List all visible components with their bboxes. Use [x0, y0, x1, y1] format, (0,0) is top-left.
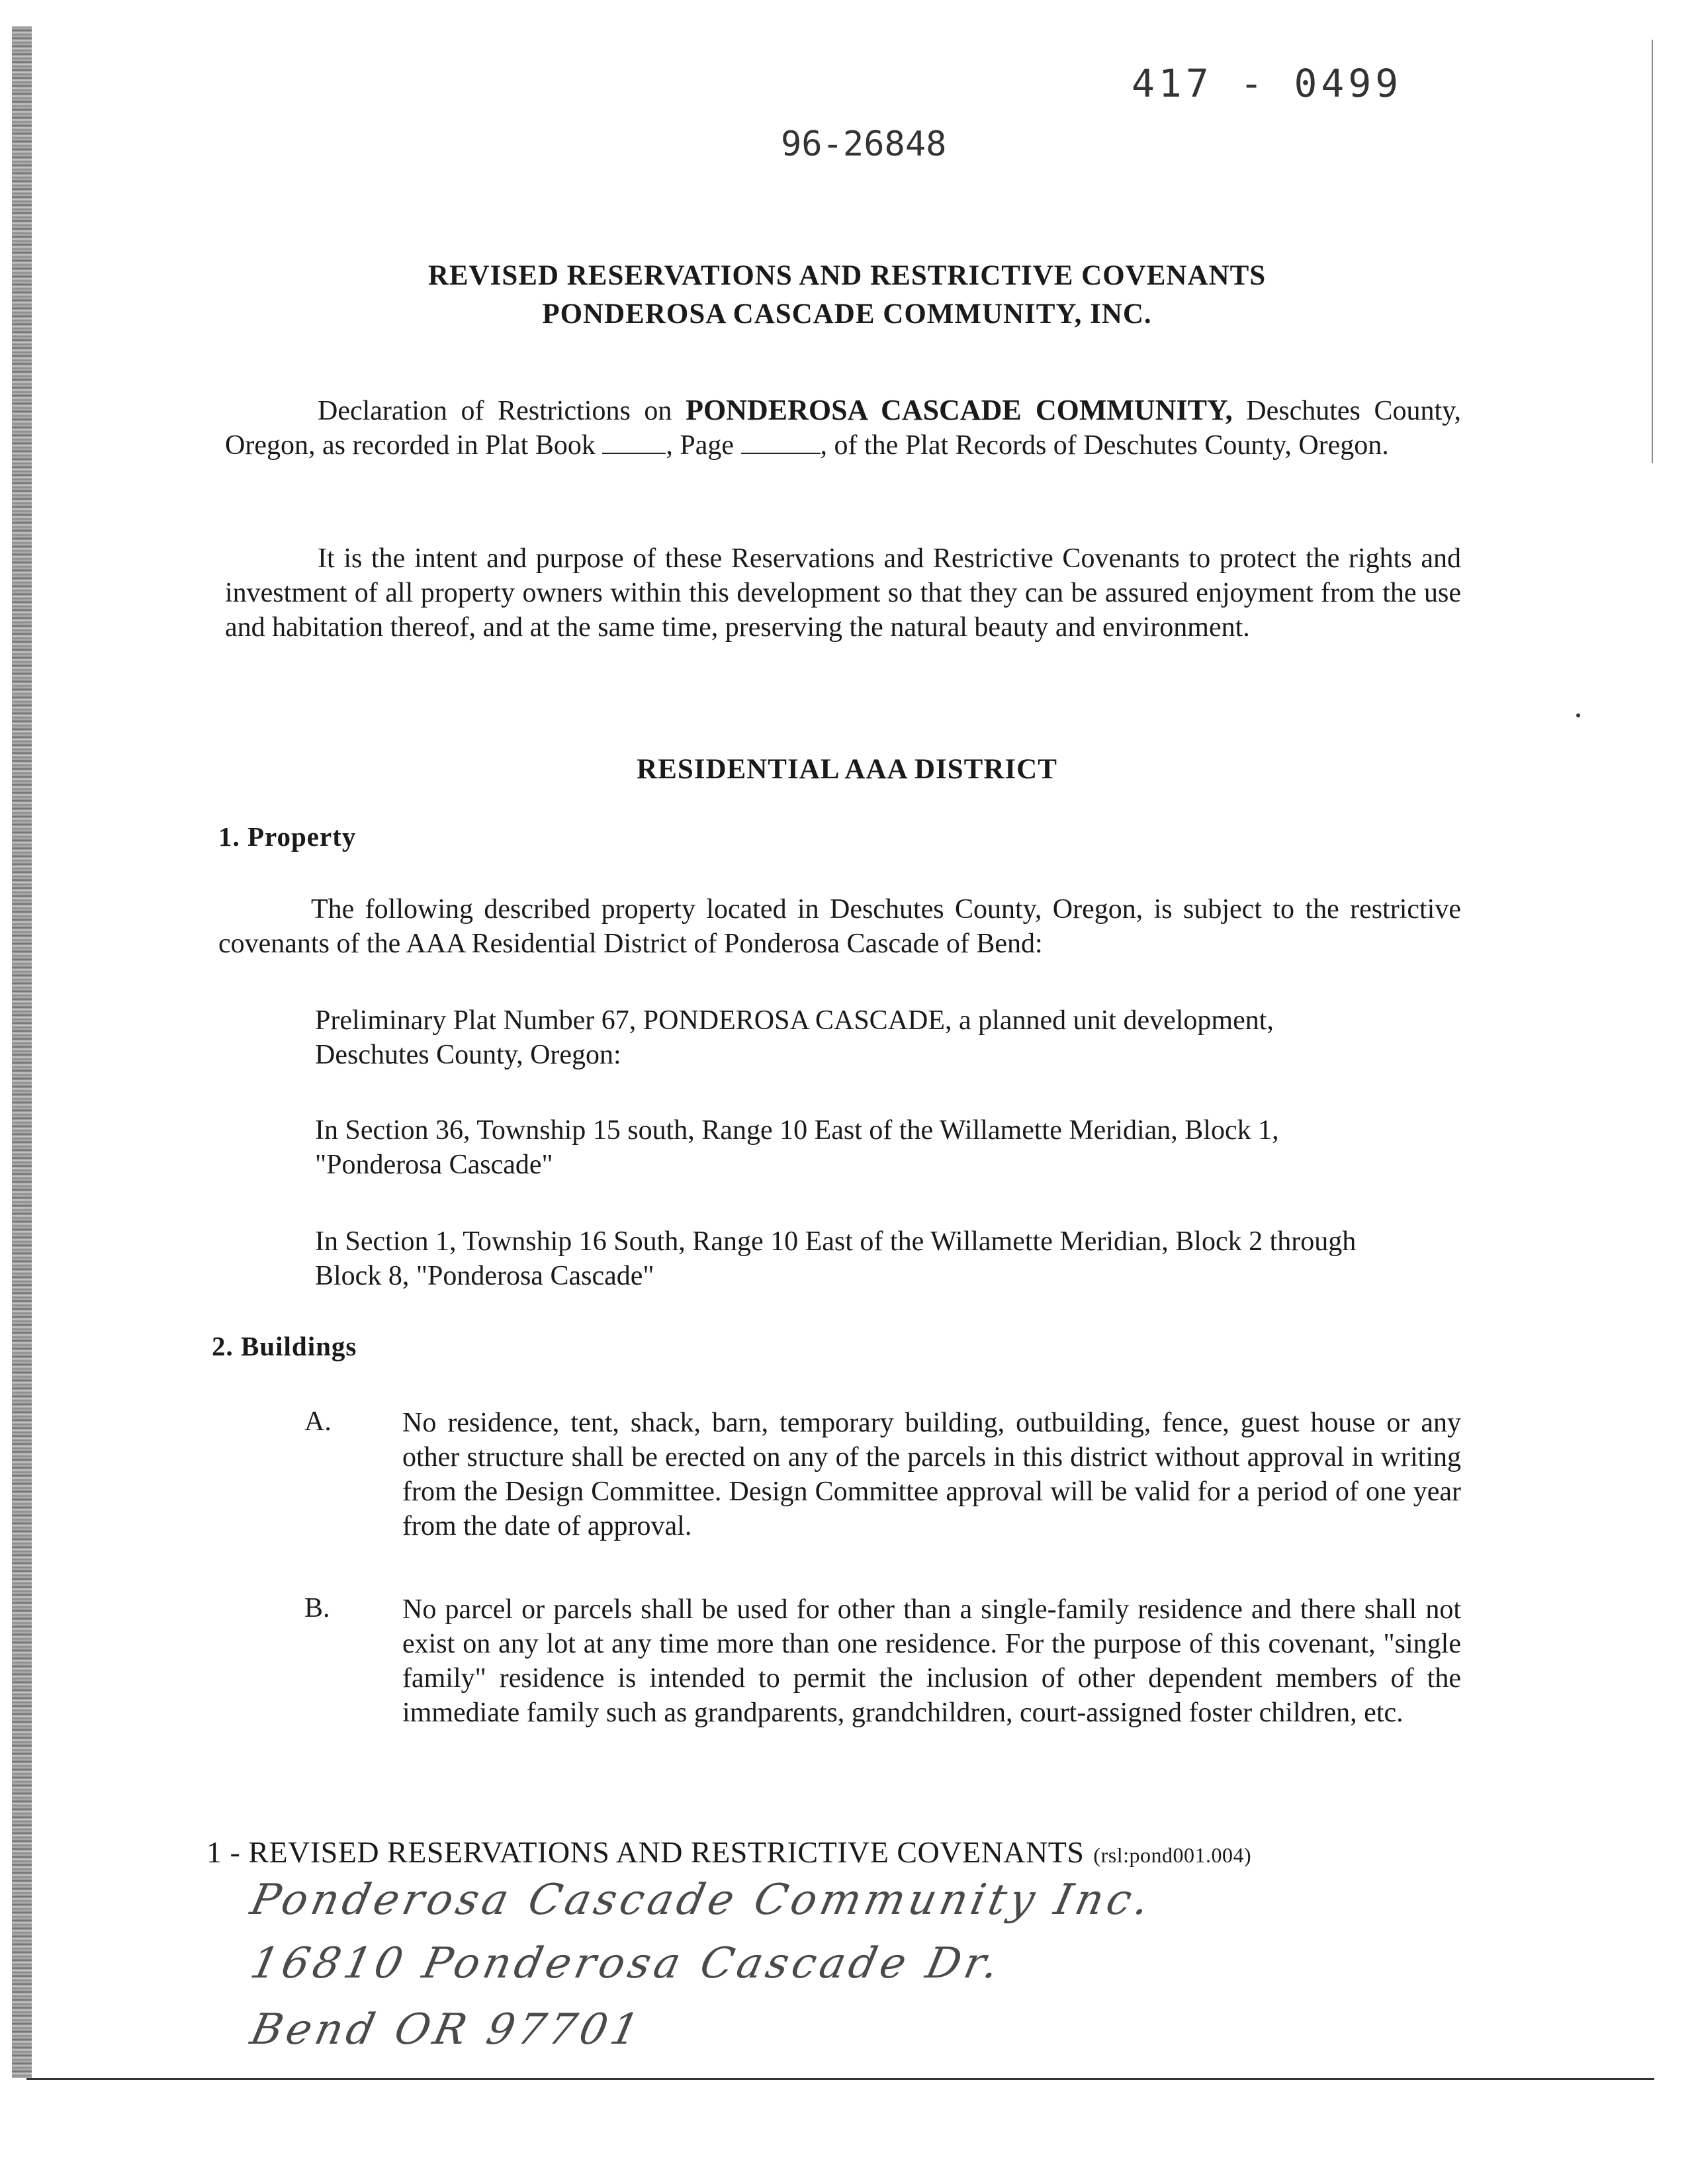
community-name: PONDEROSA CASCADE COMMUNITY,	[686, 394, 1233, 426]
declaration-paragraph	[225, 393, 1461, 463]
recording-reference: 417 - 0499	[1132, 61, 1403, 106]
declaration-tail: , of the Plat Records of Deschutes County, Oregon.	[820, 430, 1389, 461]
footer-title: 1 - REVISED RESERVATIONS AND RESTRICTIVE COVENANTS	[206, 1835, 1085, 1869]
declaration-lead: Declaration of Restrictions on	[318, 396, 686, 426]
intent-paragraph	[225, 541, 1461, 645]
building-rule-a-text: No residence, tent, shack, barn, temporary building, outbuilding, fence, guest house or any other structure shall be erected on any of the parcels in this district without approval in writing from the Design Committee. Design Committee approval will be valid for a period of one year from the date of approval.	[402, 1408, 1461, 1541]
declaration-location: Deschutes County, Oregon, as recorded in Plat Book	[225, 396, 1461, 461]
scan-edge-strip	[12, 26, 32, 2078]
footer-file-reference: (rsl:pond001.004)	[1093, 1843, 1252, 1867]
intent-text: It is the intent and purpose of these Reservations and Restrictive Covenants to protect the rights and investment of all property owners within this development so that they can be assured enjoyment from the use and habitation thereof, and at the same time, preserving the natural beauty and environment.	[225, 543, 1461, 643]
declaration-page-label: , Page	[666, 430, 741, 461]
handwritten-address-line-1: Ponderosa Cascade Community Inc.	[246, 1876, 1158, 1925]
handwritten-address-line-3: Bend OR 97701	[246, 2005, 647, 2054]
scan-speck	[1576, 713, 1580, 717]
section-36-description: In Section 36, Township 15 south, Range 10 East of the Willamette Meridian, Block 1, "Ponderosa Cascade"	[315, 1115, 1279, 1180]
building-rule-b-text: No parcel or parcels shall be used for other than a single-family residence and there shall not exist on any lot at any time more than one residence. For the purpose of this covenant, "single family" residence is intended to permit the inclusion of other dependent members of the immediate family such as grandparents, grandchildren, court-assigned foster children, etc.	[402, 1594, 1461, 1728]
district-title: RESIDENTIAL AAA DISTRICT	[637, 754, 1057, 785]
page-blank	[741, 432, 821, 454]
building-rule-b-label: B.	[304, 1593, 330, 1623]
handwritten-address-line-2: 16810 Ponderosa Cascade Dr.	[246, 1939, 1007, 1988]
property-intro: The following described property located in Deschutes County, Oregon, is subject to the restrictive covenants of the AAA Residential District of Ponderosa Cascade of Bend:	[218, 894, 1461, 959]
property-heading: 1. Property	[218, 821, 357, 852]
document-number: 96-26848	[781, 124, 947, 164]
document-subtitle: PONDEROSA CASCADE COMMUNITY, INC.	[542, 298, 1152, 330]
document-title: REVISED RESERVATIONS AND RESTRICTIVE COVENANTS	[427, 260, 1267, 291]
property-paragraph	[218, 892, 1461, 961]
bottom-margin-line	[26, 2078, 1654, 2080]
right-margin-line	[1652, 40, 1653, 463]
plat-book-blank	[602, 432, 666, 454]
plat-description: Preliminary Plat Number 67, PONDEROSA CASCADE, a planned unit development, Deschutes County, Oregon:	[315, 1005, 1274, 1070]
page-footer	[206, 1835, 1251, 1870]
section-1-description: In Section 1, Township 16 South, Range 10 East of the Willamette Meridian, Block 2 through Block 8, "Ponderosa Cascade"	[315, 1226, 1357, 1291]
buildings-heading: 2. Buildings	[212, 1331, 357, 1361]
building-rule-a-label: A.	[304, 1406, 332, 1437]
